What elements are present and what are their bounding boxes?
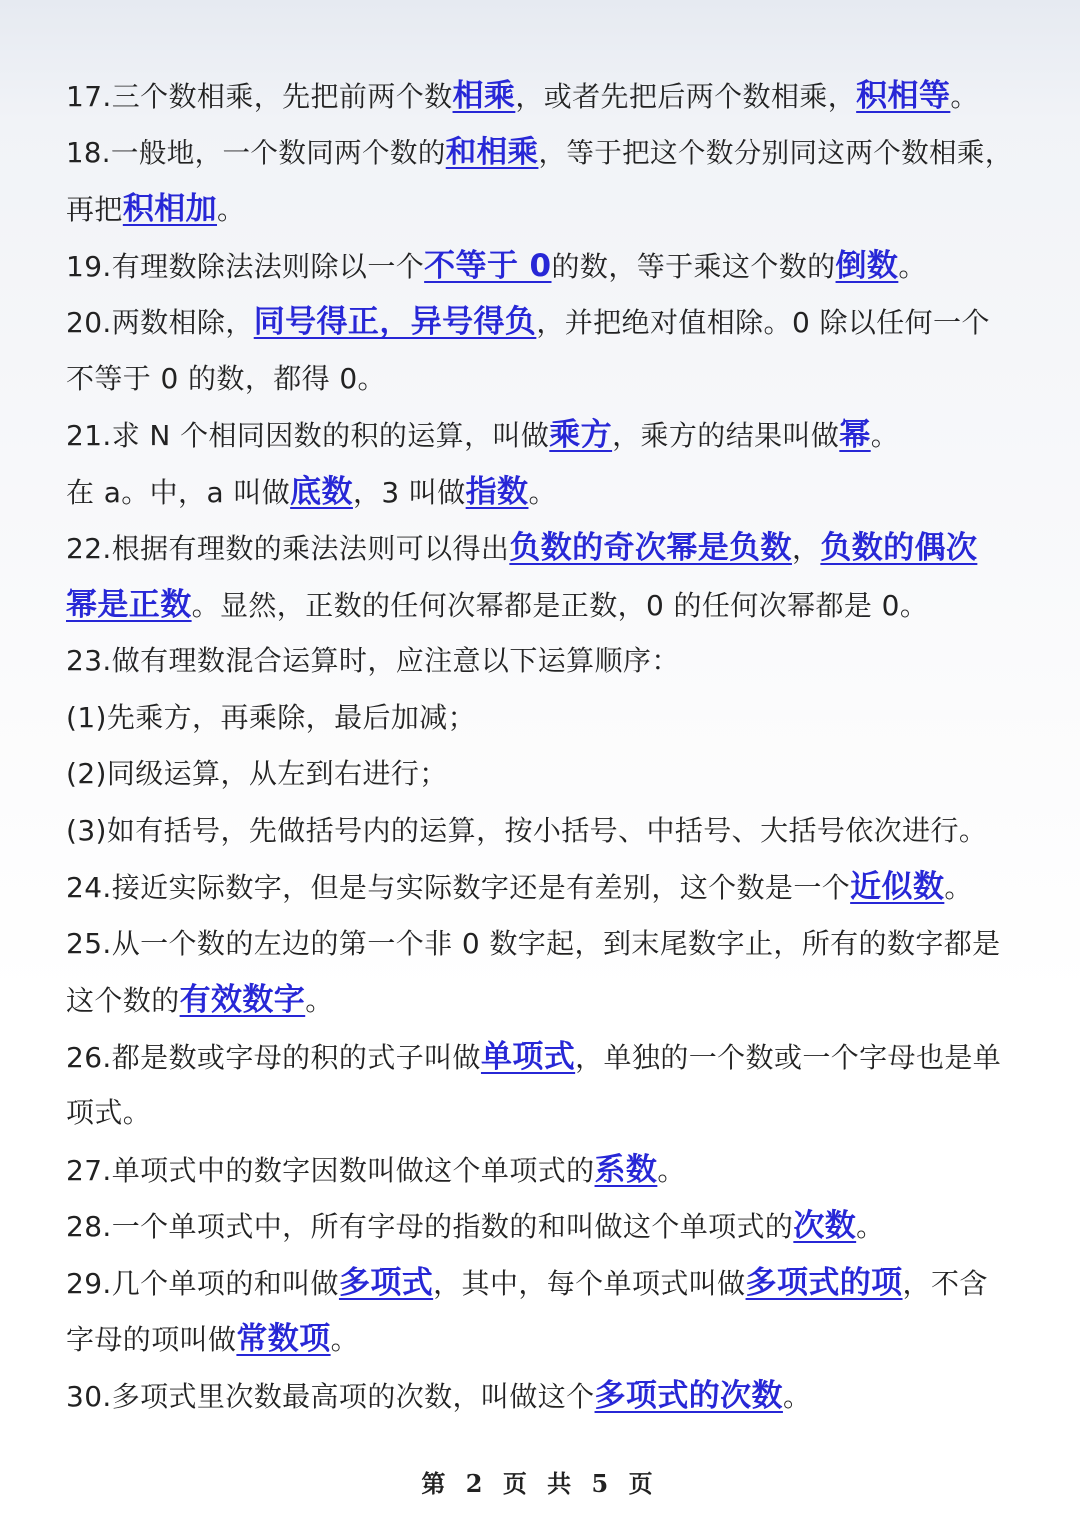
text-segment: (2)同级运算，从左到右进行； — [66, 757, 448, 790]
keyword-highlight: 不等于 0 — [424, 247, 552, 284]
keyword-highlight: 倒数 — [835, 247, 899, 284]
text-segment: 不等于 0 的数，都得 0。 — [66, 361, 386, 395]
keyword-highlight: 底数 — [290, 473, 353, 510]
text-segment: 的数，等于乘这个数的 — [551, 249, 836, 283]
text-segment: ，3 叫做 — [352, 475, 466, 509]
keyword-highlight: 乘方 — [549, 417, 613, 453]
keyword-highlight: 常数项 — [236, 1321, 331, 1357]
page-footer: 第 2 页 共 5 页 — [421, 1469, 659, 1498]
text-line — [66, 1255, 1018, 1312]
text-line — [66, 294, 1018, 351]
text-line — [66, 972, 1018, 1029]
text-segment: 29.几个单项的和叫做 — [66, 1266, 339, 1300]
keyword-highlight: 有效数字 — [179, 982, 306, 1018]
keyword-highlight: 幂 — [839, 417, 871, 453]
text-line — [66, 1311, 1018, 1368]
text-segment: 23.做有理数混合运算时，应注意以下运算顺序： — [66, 644, 680, 677]
text-segment: 。 — [528, 475, 557, 509]
keyword-highlight: 负数的偶次 — [820, 530, 978, 566]
text-segment: 。显然，正数的任何次幂都是正数，0 的任何次幂都是 0。 — [191, 588, 929, 622]
text-segment: 。 — [856, 1210, 885, 1243]
keyword-highlight: 积相加 — [122, 191, 218, 227]
text-segment: ，乘方的结果叫做 — [612, 419, 840, 452]
document-body — [66, 68, 1018, 1424]
keyword-highlight: 积相等 — [856, 78, 951, 114]
text-segment: 20.两数相除， — [66, 306, 254, 339]
text-segment: 。 — [217, 193, 246, 226]
text-segment: 27.单项式中的数字因数叫做这个单项式的 — [66, 1153, 595, 1187]
text-segment: ，等于把这个数分别同这两个数相乘， — [538, 136, 1013, 169]
text-segment: (3)如有括号，先做括号内的运算，按小括号、中括号、大括号依次进行。 — [66, 813, 988, 847]
text-line — [66, 464, 1018, 521]
text-segment: 。 — [305, 984, 334, 1017]
text-segment: 25.从一个数的左边的第一个非 0 数字起，到末尾数字止，所有的数字都是 — [66, 926, 1001, 960]
text-line — [66, 803, 1018, 860]
text-segment: 项式。 — [66, 1096, 152, 1129]
keyword-highlight: 次数 — [793, 1208, 857, 1244]
keyword-highlight: 相乘 — [452, 78, 516, 114]
keyword-highlight: 单项式 — [480, 1038, 576, 1075]
keyword-highlight: 指数 — [465, 473, 529, 510]
text-segment: 。 — [898, 249, 927, 283]
text-segment: 28.一个单项式中，所有字母的指数的和叫做这个单项式的 — [66, 1210, 794, 1243]
text-line — [66, 68, 1018, 125]
keyword-highlight: 多项式的次数 — [594, 1377, 783, 1414]
text-segment: 。 — [782, 1379, 812, 1413]
text-line — [66, 181, 1018, 238]
text-segment: 22.根据有理数的乘法法则可以得出 — [66, 532, 510, 565]
keyword-highlight: 和相乘 — [445, 134, 539, 170]
text-segment: 。 — [657, 1153, 686, 1187]
text-segment: 24.接近实际数字，但是与实际数字还是有差别，这个数是一个 — [66, 871, 851, 904]
keyword-highlight: 系数 — [594, 1151, 658, 1188]
text-line — [66, 916, 1018, 973]
text-line — [66, 690, 1018, 747]
text-segment: (1)先乘方，再乘除，最后加减； — [66, 700, 477, 734]
text-segment: 17.三个数相乘，先把前两个数 — [66, 80, 453, 113]
keyword-highlight: 多项式的项 — [745, 1264, 903, 1301]
text-line — [66, 746, 1018, 803]
text-segment: 21.求 N 个相同因数的积的运算，叫做 — [66, 419, 550, 452]
text-segment: 这个数的 — [66, 984, 180, 1017]
text-segment: 30.多项式里次数最高项的次数，叫做这个 — [66, 1379, 595, 1413]
text-segment: 。 — [870, 419, 900, 452]
text-line — [66, 633, 1018, 690]
text-line — [66, 407, 1018, 464]
text-segment: 字母的项叫做 — [66, 1323, 237, 1356]
keyword-highlight: 幂是正数 — [66, 586, 192, 623]
keyword-highlight: 近似数 — [850, 869, 945, 905]
keyword-highlight: 同号得正，异号得负 — [253, 304, 537, 340]
text-segment: 在 a。中，a 叫做 — [66, 475, 291, 509]
keyword-highlight: 负数的奇次幂是负数 — [509, 530, 792, 566]
text-line — [66, 238, 1018, 295]
text-segment: 。 — [944, 871, 973, 904]
text-segment: ，单独的一个数或一个字母也是单 — [575, 1040, 1002, 1074]
text-line — [66, 1368, 1018, 1425]
text-line — [66, 520, 1018, 577]
text-line — [66, 125, 1018, 182]
text-line — [66, 1198, 1018, 1255]
keyword-highlight: 多项式 — [338, 1264, 434, 1301]
text-segment: ，或者先把后两个数相乘， — [515, 80, 857, 113]
text-segment: 19.有理数除法法则除以一个 — [66, 249, 425, 283]
text-segment: 再把 — [66, 193, 123, 226]
text-segment: ，不含 — [902, 1266, 988, 1300]
text-line — [66, 351, 1018, 408]
text-segment: 。 — [330, 1323, 360, 1356]
text-line — [66, 577, 1018, 634]
text-line — [66, 1029, 1018, 1086]
text-segment: ，并把绝对值相除。0 除以任何一个 — [536, 306, 990, 339]
text-segment: 26.都是数或字母的积的式子叫做 — [66, 1040, 481, 1074]
text-segment: 18.一般地，一个数同两个数的 — [66, 136, 446, 169]
text-line — [66, 1085, 1018, 1142]
text-segment: 。 — [950, 80, 979, 113]
text-segment: ， — [791, 532, 821, 565]
text-line — [66, 859, 1018, 916]
text-line — [66, 1142, 1018, 1199]
text-segment: ，其中，每个单项式叫做 — [433, 1266, 746, 1300]
